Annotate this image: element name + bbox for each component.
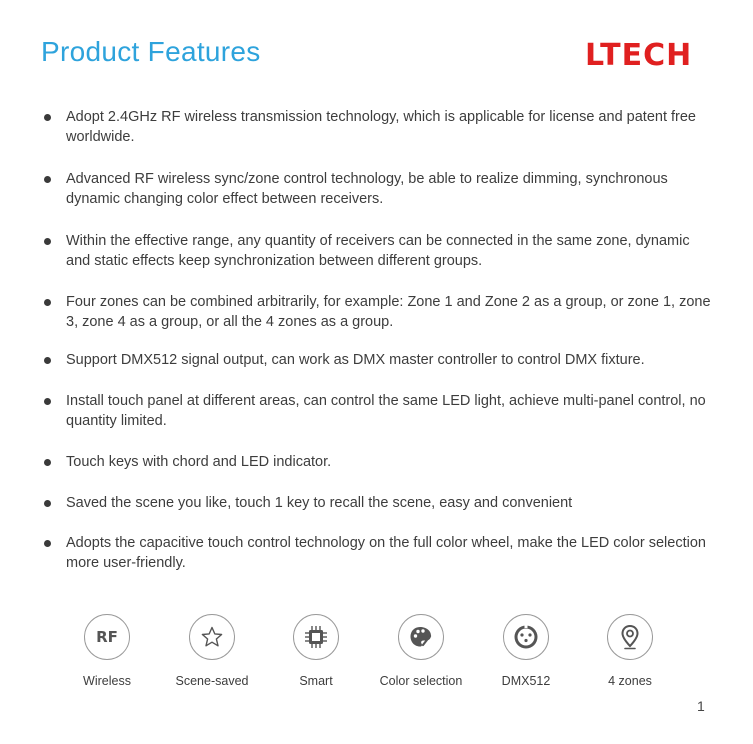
feature-text: Touch keys with chord and LED indicator. [66, 454, 332, 470]
location-pin-icon [607, 614, 653, 660]
bullet-icon [44, 398, 51, 405]
bullet-icon [44, 114, 51, 121]
page-title: Product Features [41, 36, 261, 67]
feature-text: Saved the scene you like, touch 1 key to recall the scene, easy and convenient [66, 495, 573, 511]
icon-item-wireless [47, 614, 167, 688]
list-item [66, 493, 716, 513]
list-item [66, 533, 716, 573]
feature-text: Install touch panel at different areas, can control the same LED light, achieve multi-panel control, no quantity limited. [66, 393, 706, 429]
list-item [66, 391, 716, 431]
feature-text: Four zones can be combined arbitrarily, for example: Zone 1 and Zone 2 as a group, or zone 1, zone 3, zone 4 as a group, or all the 4 zones as a group. [66, 294, 711, 330]
icon-label: 4 zones [608, 674, 652, 688]
rf-icon [84, 614, 130, 660]
list-item [66, 169, 716, 209]
feature-icons-row [0, 614, 753, 694]
icon-label: DMX512 [501, 674, 551, 688]
list-item [66, 452, 716, 472]
feature-text: Advanced RF wireless sync/zone control technology, be able to realize dimming, synchronous dynamic changing color effect between receivers. [66, 171, 668, 207]
icon-item-color-selection [361, 614, 481, 688]
dmx-connector-icon [503, 614, 549, 660]
icon-label: Color selection [379, 674, 463, 688]
page-number: 1 [697, 698, 705, 714]
bullet-icon [44, 299, 51, 306]
list-item [66, 292, 716, 332]
bullet-icon [44, 500, 51, 507]
feature-text: Adopts the capacitive touch control technology on the full color wheel, make the LED color selection more user-friendly. [66, 535, 706, 571]
icon-item-scene-saved [152, 614, 272, 688]
bullet-icon [44, 238, 51, 245]
list-item [66, 231, 716, 271]
icon-item-smart [256, 614, 376, 688]
palette-icon [398, 614, 444, 660]
feature-text: Support DMX512 signal output, can work as DMX master controller to control DMX fixture. [66, 352, 645, 368]
icon-item-dmx512 [466, 614, 586, 688]
list-item [66, 350, 716, 370]
bullet-icon [44, 357, 51, 364]
bullet-icon [44, 540, 51, 547]
star-icon [189, 614, 235, 660]
list-item [66, 107, 716, 147]
icon-label: Scene-saved [175, 674, 249, 688]
rf-icon-text: RF [96, 628, 118, 646]
chip-icon [293, 614, 339, 660]
bullet-icon [44, 459, 51, 466]
feature-text: Adopt 2.4GHz RF wireless transmission technology, which is applicable for license and patent free worldwide. [66, 109, 696, 145]
icon-label: Wireless [83, 674, 131, 688]
feature-text: Within the effective range, any quantity of receivers can be connected in the same zone, dynamic and static effects keep synchronization between different groups. [66, 233, 690, 269]
icon-label: Smart [299, 674, 333, 688]
brand-logo: LTECH [585, 38, 693, 73]
bullet-icon [44, 176, 51, 183]
icon-item-4-zones [570, 614, 690, 688]
